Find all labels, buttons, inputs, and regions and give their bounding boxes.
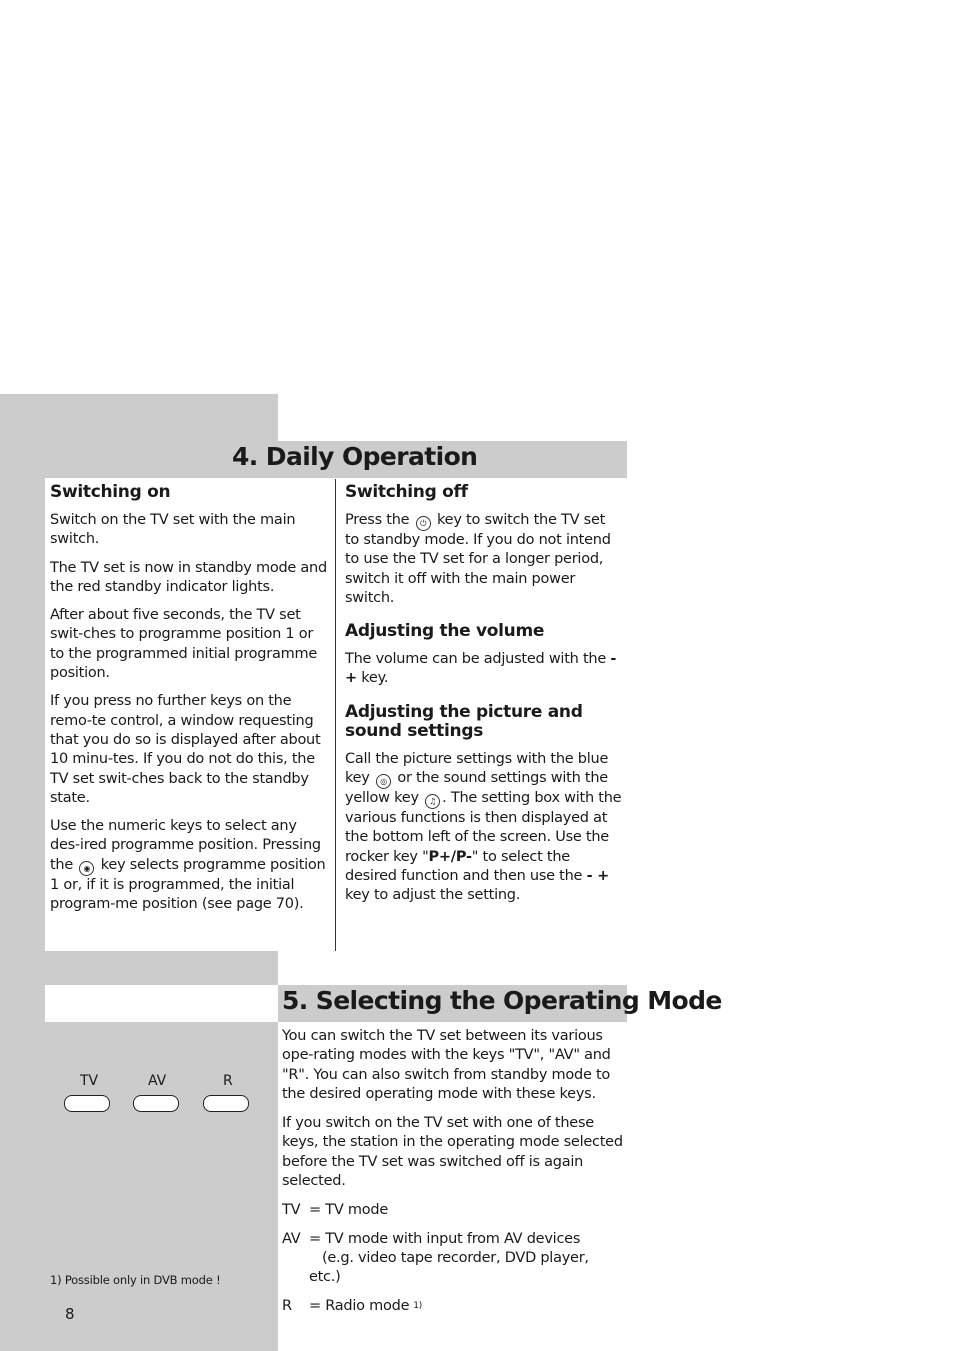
standby-key-icon: ⏻ — [416, 516, 431, 531]
remote-key-label-av: AV — [148, 1073, 167, 1089]
yellow-key-icon: ♫ — [425, 794, 440, 809]
mode-r-desc: = Radio mode — [309, 1297, 410, 1314]
volume-p1 — [345, 650, 623, 689]
switching-off-p1a: Press the — [345, 512, 410, 528]
page-number: 8 — [65, 1305, 75, 1323]
switching-on-p3: After about five seconds, the TV set swit-ches to programme position 1 or to the programmed initial programme position. — [50, 607, 317, 682]
rocker-key-label: P+/P- — [428, 848, 472, 865]
volume-keys: - + — [345, 651, 617, 687]
mode-r — [282, 1297, 624, 1316]
picture-sound-heading: Adjusting the picture and sound settings — [345, 701, 583, 741]
column-divider — [335, 479, 336, 951]
picture-sound-t3: . The setting box with the various functions is then displayed at the bottom left of the screen. Use the rocker key " — [345, 790, 622, 865]
adjust-keys: - + — [586, 867, 610, 884]
picture-sound-t5: key to adjust the setting. — [345, 887, 521, 904]
r-key-button — [203, 1095, 249, 1112]
mode-av-desc-wrap — [309, 1230, 624, 1288]
picture-sound-t2: or the sound settings with the yellow key — [345, 770, 608, 807]
switching-on-p5a: Use the numeric keys to select any des-ired programme position. Pressing the — [50, 818, 321, 873]
switching-on-p5b: key selects programme position 1 or, if it is programmed, the initial program-me position (see page 70). — [50, 856, 326, 913]
mode-av — [282, 1230, 624, 1288]
picture-sound-p1 — [345, 750, 623, 906]
switching-off-p1 — [345, 511, 623, 608]
switching-on-heading: Switching on — [50, 482, 171, 502]
section5-p1: You can switch the TV set between its various ope-rating modes with the keys "TV", "AV" and "R". You can also switch from standby mode to the desired operating mode with these keys. — [282, 1028, 611, 1102]
mode-tv-key: TV — [282, 1202, 301, 1219]
program-key-icon: ◉ — [79, 861, 94, 876]
tv-key-button — [64, 1095, 110, 1112]
footnote: 1) Possible only in DVB mode ! — [50, 1273, 221, 1287]
volume-p1b: key. — [361, 670, 389, 687]
picture-sound-t4: " to select the desired function and then use the — [345, 848, 583, 884]
switching-off-heading: Switching off — [345, 482, 468, 502]
switching-on-p5 — [50, 817, 330, 914]
blue-key-icon: ◎ — [376, 774, 391, 789]
mode-av-desc2: (e.g. video tape recorder, DVD player, etc.) — [308, 1249, 589, 1286]
mode-av-key: AV — [282, 1230, 301, 1247]
section5-left-box — [45, 985, 278, 1022]
remote-key-label-tv: TV — [80, 1073, 99, 1089]
switching-on-column — [50, 483, 330, 923]
picture-sound-t1: Call the picture settings with the blue key — [345, 750, 609, 787]
switching-off-p1b: key to switch the TV set to standby mode. If you do not intend to use the TV set for a longer period, switch it off with the main power switch. — [345, 512, 611, 606]
right-column — [345, 483, 623, 915]
mode-r-key: R — [282, 1297, 292, 1314]
section5-title: 5. Selecting the Operating Mode — [282, 986, 722, 1015]
mode-r-footnote-ref: 1) — [413, 1300, 422, 1311]
switching-on-p2: The TV set is now in standby mode and the red standby indicator lights. — [50, 559, 327, 595]
mode-tv — [282, 1201, 624, 1220]
section5-p2: If you switch on the TV set with one of these keys, the station in the operating mode selected before the TV set was switched off is again selected. — [282, 1115, 623, 1190]
volume-heading: Adjusting the volume — [345, 621, 545, 642]
av-key-button — [133, 1095, 179, 1112]
switching-on-p4: If you press no further keys on the remo-te control, a window requesting that you do so is displayed after about 10 minu-tes. If you do not do this, the TV set swit-ches back to the standby state. — [50, 693, 321, 806]
mode-tv-desc: = TV mode — [309, 1202, 389, 1219]
switching-on-p1: Switch on the TV set with the main switch. — [50, 512, 296, 548]
mode-av-desc: = TV mode with input from AV devices — [308, 1230, 581, 1247]
section4-title: 4. Daily Operation — [232, 442, 478, 471]
remote-key-label-r: R — [223, 1073, 233, 1089]
volume-p1a: The volume can be adjusted with the — [345, 651, 606, 668]
section5-text — [282, 1027, 624, 1325]
